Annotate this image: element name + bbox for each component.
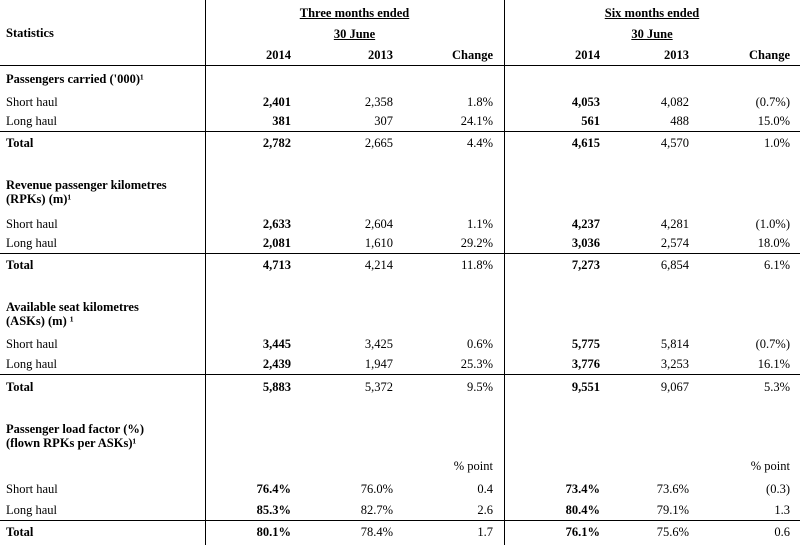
total-label: Total — [6, 258, 34, 272]
cell-q2014: 85.3% — [256, 503, 291, 517]
total-label: Total — [6, 525, 34, 539]
six-months-title: Six months ended — [604, 6, 700, 20]
total-h2014: 76.1% — [565, 525, 600, 539]
column-divider-left — [205, 0, 206, 545]
cell-qchange: 25.3% — [460, 357, 493, 371]
total-hchange: 0.6 — [774, 525, 790, 539]
total-qchange: 11.8% — [461, 258, 493, 272]
cell-h2013: 4,082 — [660, 95, 689, 109]
cell-h2014: 4,237 — [571, 217, 600, 231]
cell-h2013: 3,253 — [660, 357, 689, 371]
row-label: Short haul — [6, 337, 58, 351]
cell-qchange: 0.4 — [477, 482, 493, 496]
col-header-q2014: 2014 — [266, 48, 291, 62]
section-title: Revenue passenger kilometres — [6, 178, 167, 192]
cell-q2014: 2,633 — [262, 217, 291, 231]
section-title: Passenger load factor (%) — [6, 422, 145, 436]
total-rule — [0, 131, 800, 132]
cell-qchange: 1.1% — [466, 217, 493, 231]
total-label: Total — [6, 136, 34, 150]
cell-h2014: 561 — [581, 114, 600, 128]
col-header-h2013: 2013 — [664, 48, 689, 62]
cell-q2013: 3,425 — [364, 337, 393, 351]
cell-h2013: 488 — [670, 114, 689, 128]
total-h2014: 4,615 — [571, 136, 600, 150]
cell-hchange: 16.1% — [757, 357, 790, 371]
total-h2013: 75.6% — [656, 525, 689, 539]
three-months-date: 30 June — [333, 27, 376, 41]
row-label: Long haul — [6, 114, 58, 128]
total-rule — [0, 253, 800, 254]
col-header-q2013: 2013 — [368, 48, 393, 62]
cell-qchange: 24.1% — [460, 114, 493, 128]
total-q2013: 4,214 — [364, 258, 393, 272]
cell-hchange: 18.0% — [757, 236, 790, 250]
cell-q2013: 2,604 — [364, 217, 393, 231]
cell-hchange: (0.7%) — [755, 337, 790, 351]
statistics-header: Statistics — [6, 26, 54, 40]
total-q2014: 5,883 — [262, 380, 291, 394]
total-qchange: 9.5% — [466, 380, 493, 394]
cell-q2014: 76.4% — [256, 482, 291, 496]
cell-h2014: 4,053 — [571, 95, 600, 109]
cell-qchange: 29.2% — [460, 236, 493, 250]
total-h2013: 6,854 — [660, 258, 689, 272]
cell-qchange: 1.8% — [466, 95, 493, 109]
total-h2013: 4,570 — [660, 136, 689, 150]
cell-h2014: 73.4% — [565, 482, 600, 496]
row-label: Long haul — [6, 236, 58, 250]
total-h2013: 9,067 — [660, 380, 689, 394]
total-rule — [0, 520, 800, 521]
section-title: (flown RPKs per ASKs)¹ — [6, 436, 137, 450]
three-months-title: Three months ended — [299, 6, 410, 20]
section-title: (RPKs) (m)¹ — [6, 192, 72, 206]
row-label: Long haul — [6, 503, 58, 517]
cell-qchange: 0.6% — [466, 337, 493, 351]
cell-q2014: 381 — [272, 114, 291, 128]
total-hchange: 1.0% — [763, 136, 790, 150]
cell-q2014: 3,445 — [262, 337, 291, 351]
total-q2013: 5,372 — [364, 380, 393, 394]
cell-hchange: 1.3 — [774, 503, 790, 517]
total-q2013: 78.4% — [360, 525, 393, 539]
col-header-hchange: Change — [749, 48, 790, 62]
total-q2014: 2,782 — [262, 136, 291, 150]
cell-h2014: 3,776 — [571, 357, 600, 371]
cell-h2014: 80.4% — [565, 503, 600, 517]
cell-h2013: 5,814 — [660, 337, 689, 351]
cell-qchange: 2.6 — [477, 503, 493, 517]
cell-q2014: 2,439 — [262, 357, 291, 371]
col-header-qchange: Change — [452, 48, 493, 62]
row-label: Long haul — [6, 357, 58, 371]
cell-q2013: 2,358 — [364, 95, 393, 109]
row-label: Short haul — [6, 217, 58, 231]
cell-h2013: 4,281 — [660, 217, 689, 231]
cell-hchange: (1.0%) — [755, 217, 790, 231]
header-rule — [0, 65, 800, 66]
row-label: Short haul — [6, 482, 58, 496]
total-q2014: 4,713 — [262, 258, 291, 272]
cell-q2013: 1,610 — [364, 236, 393, 250]
total-h2014: 7,273 — [571, 258, 600, 272]
cell-hchange: (0.3) — [766, 482, 790, 496]
unit-label-quarter: % point — [453, 459, 493, 473]
cell-q2014: 2,401 — [262, 95, 291, 109]
total-q2013: 2,665 — [364, 136, 393, 150]
total-label: Total — [6, 380, 34, 394]
total-qchange: 4.4% — [466, 136, 493, 150]
cell-h2013: 2,574 — [660, 236, 689, 250]
total-h2014: 9,551 — [571, 380, 600, 394]
col-header-h2014: 2014 — [575, 48, 600, 62]
total-q2014: 80.1% — [256, 525, 291, 539]
cell-q2013: 1,947 — [364, 357, 393, 371]
cell-q2013: 76.0% — [360, 482, 393, 496]
cell-h2013: 73.6% — [656, 482, 689, 496]
cell-h2013: 79.1% — [656, 503, 689, 517]
section-title: (ASKs) (m) ¹ — [6, 314, 74, 328]
cell-q2014: 2,081 — [262, 236, 291, 250]
cell-hchange: (0.7%) — [755, 95, 790, 109]
unit-label-half: % point — [750, 459, 790, 473]
total-rule — [0, 374, 800, 375]
six-months-date: 30 June — [631, 27, 673, 41]
cell-q2013: 307 — [374, 114, 393, 128]
section-title: Passengers carried ('000)¹ — [6, 72, 144, 86]
cell-hchange: 15.0% — [757, 114, 790, 128]
section-title: Available seat kilometres — [6, 300, 139, 314]
total-hchange: 5.3% — [763, 380, 790, 394]
total-hchange: 6.1% — [763, 258, 790, 272]
column-divider-right — [504, 0, 505, 545]
total-qchange: 1.7 — [477, 525, 493, 539]
row-label: Short haul — [6, 95, 58, 109]
cell-h2014: 5,775 — [571, 337, 600, 351]
cell-q2013: 82.7% — [360, 503, 393, 517]
cell-h2014: 3,036 — [571, 236, 600, 250]
